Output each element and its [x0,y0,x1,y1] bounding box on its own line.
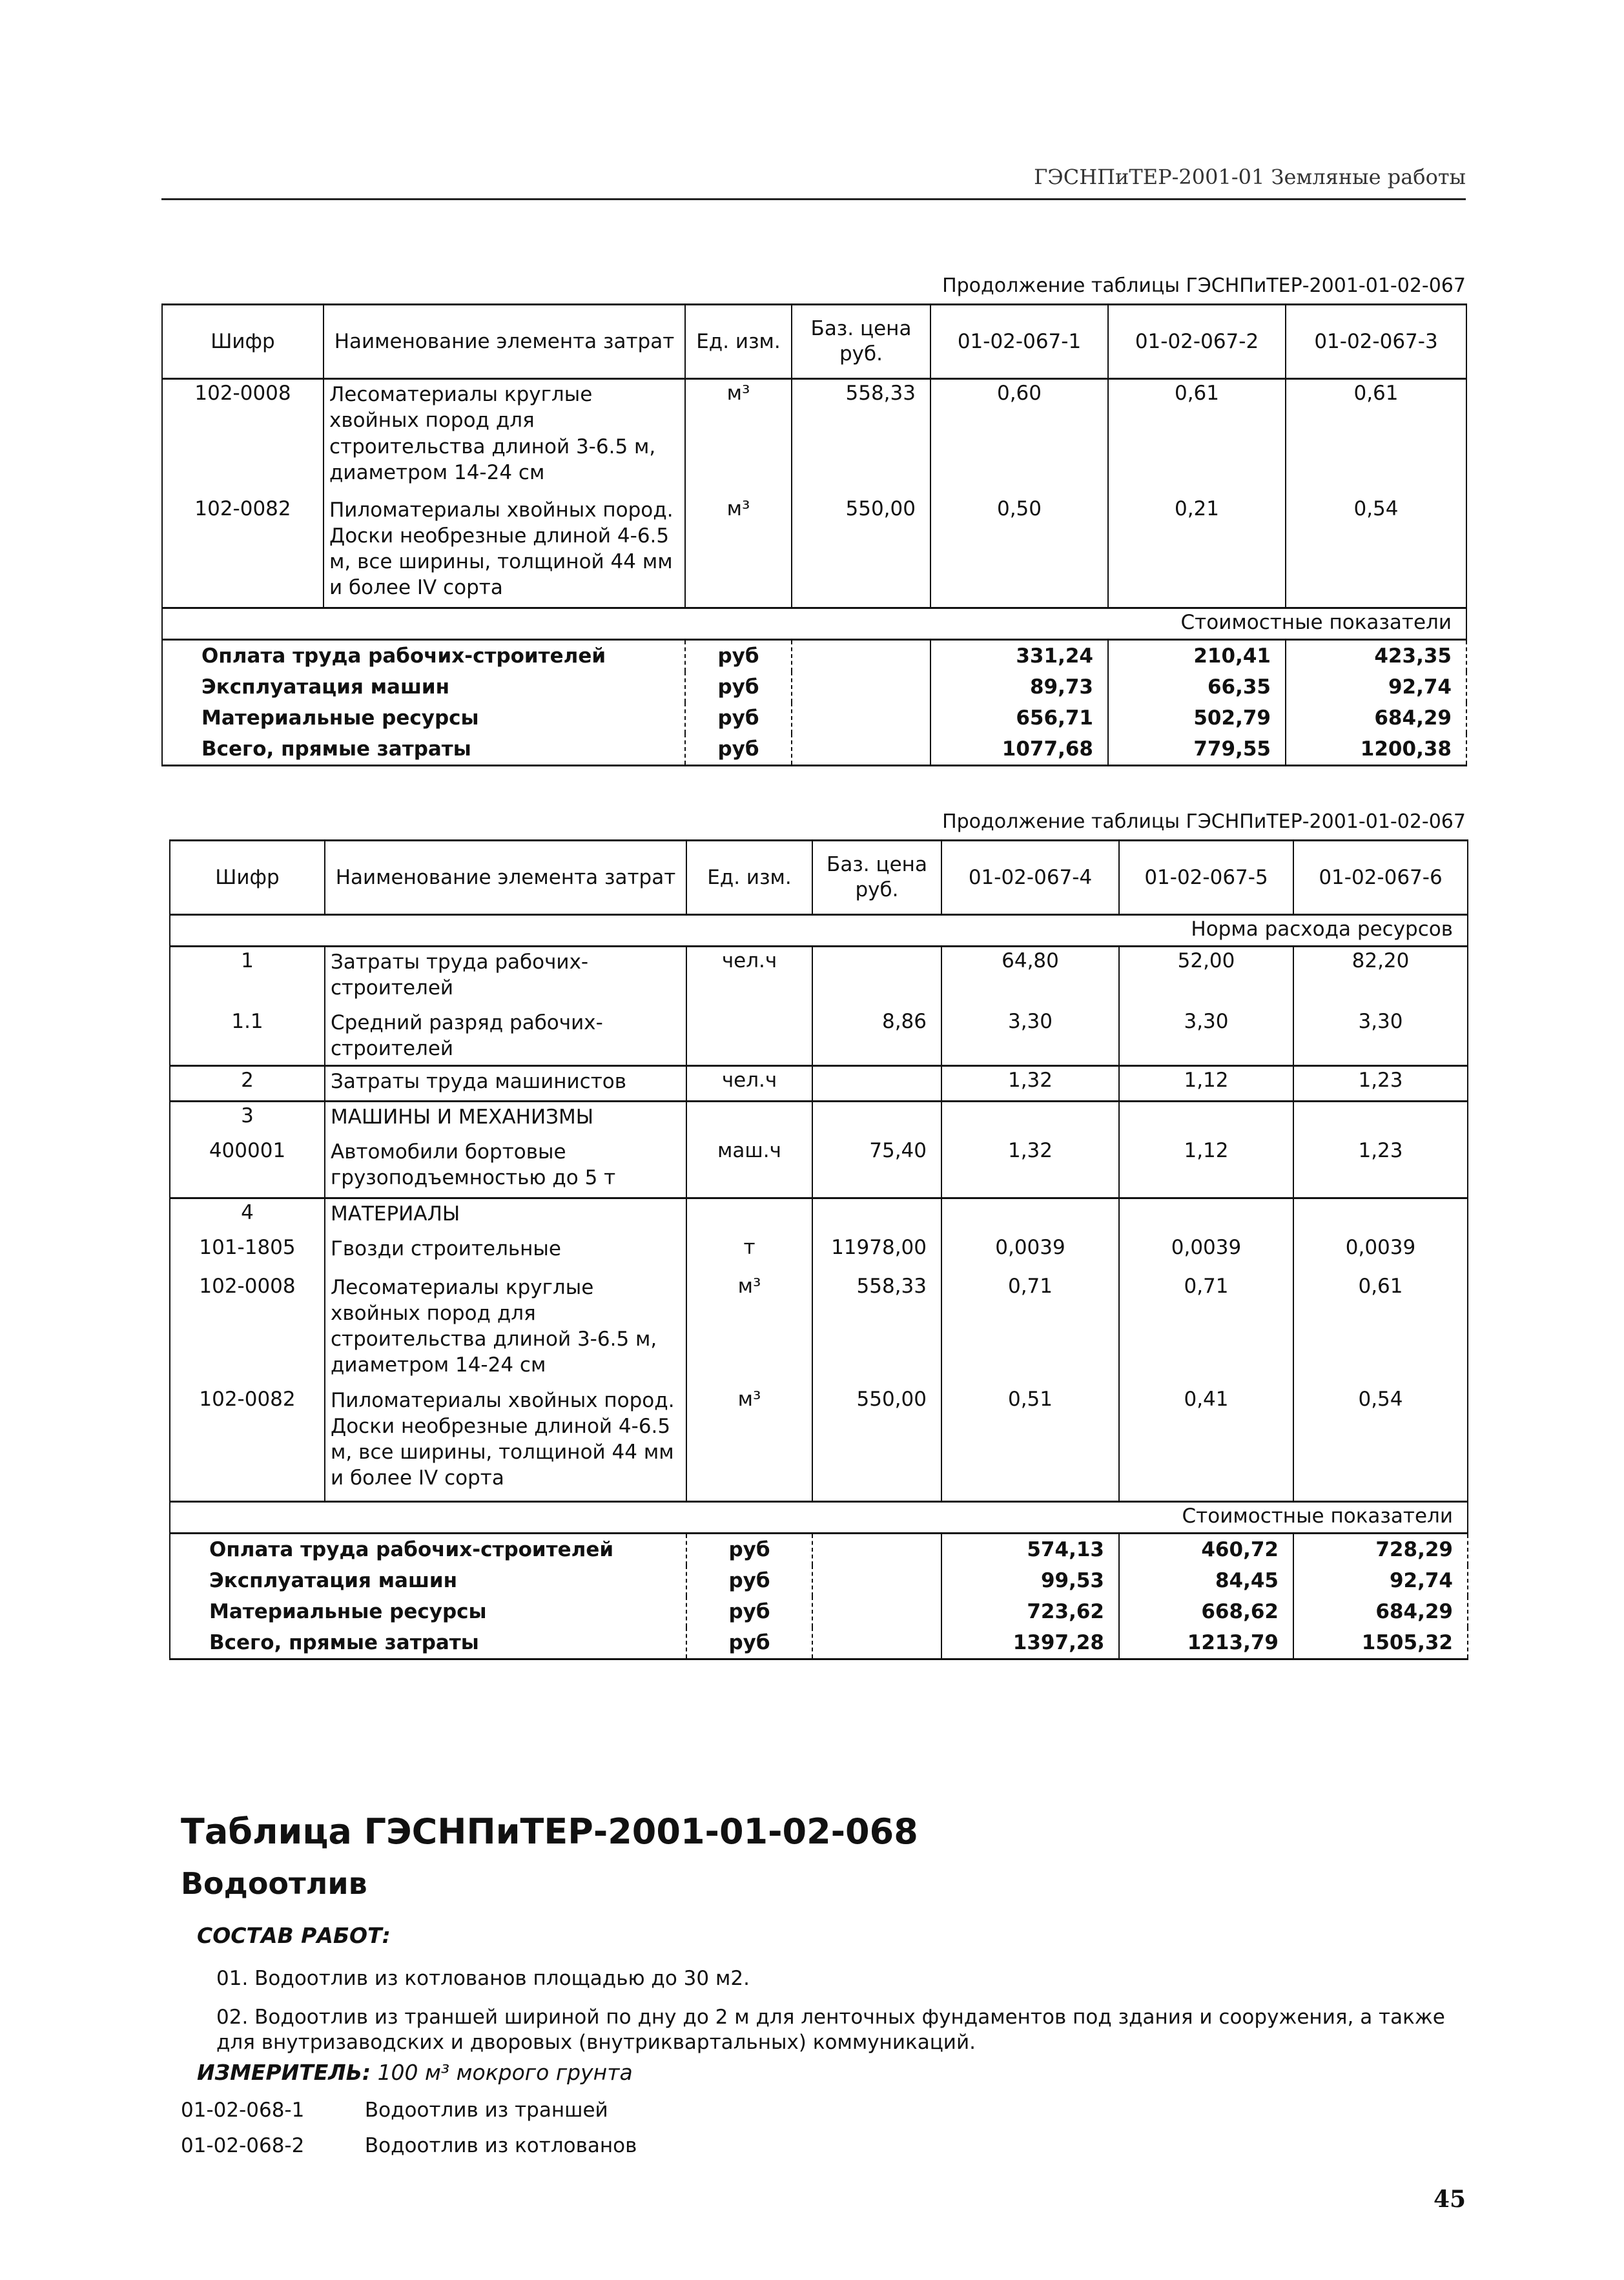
table-row [162,672,1466,703]
summary-v2: 1213,79 [1119,1627,1293,1659]
row-v3: 82,20 [1293,947,1468,1008]
row-v1: 1,32 [941,1137,1119,1198]
row-code: 102-0008 [162,379,324,495]
row-name: Пиломатериалы хвойных пород. Доски необрезные длиной 4-6.5 м, все ширины, толщиной 44 мм и более IV сорта [324,495,685,608]
row-v1: 0,50 [930,495,1108,608]
row-code: 102-0082 [162,495,324,608]
row-v2: 0,0039 [1119,1234,1293,1273]
row-v1: 0,71 [941,1273,1119,1386]
table-row [162,379,1466,495]
row-code: 102-0082 [170,1386,325,1502]
row-price: 75,40 [812,1137,941,1198]
summary-v3: 423,35 [1286,640,1466,672]
summary-v3: 1200,38 [1286,734,1466,766]
summary-price-empty [792,672,930,703]
table1-continuation-label: Продолжение таблицы ГЭСНПиТЕР-2001-01-02-067 [942,274,1466,297]
summary-label: Материальные ресурсы [162,703,685,734]
summary-unit: руб [685,734,792,766]
row-v1 [941,1198,1119,1234]
summary-v3: 684,29 [1293,1596,1468,1627]
row-code: 1 [170,947,325,1008]
table2-header-code: Шифр [170,841,325,915]
measure-value: 100 м³ мокрого грунта [377,2060,633,2085]
summary-v3: 684,29 [1286,703,1466,734]
table2-header-unit: Ед. изм. [686,841,812,915]
row-v2: 52,00 [1119,947,1293,1008]
row-name: Автомобили бортовые грузоподъемностью до 5 т [325,1137,686,1198]
row-v2: 1,12 [1119,1066,1293,1102]
work-item: 02. Водоотлив из траншей шириной по дну до 2 м для ленточных фундаментов под здания и сооружения, а также для внутризаводских и дворовых (внутриквартальных) коммуникаций. [216,2006,1445,2054]
measure-line [197,2060,633,2085]
row-v2: 3,30 [1119,1008,1293,1066]
table-row [170,1534,1468,1566]
row-v1: 64,80 [941,947,1119,1008]
table2-norm-label: Норма расхода ресурсов [170,915,1468,947]
summary-unit: руб [686,1627,812,1659]
row-v3: 0,54 [1286,495,1466,608]
row-v2 [1119,1102,1293,1137]
table1-band-label: Стоимостные показатели [162,608,1466,640]
row-unit: чел.ч [686,947,812,1008]
summary-v1: 99,53 [941,1565,1119,1596]
table-row [170,1565,1468,1596]
summary-v3: 92,74 [1293,1565,1468,1596]
row-v3 [1293,1198,1468,1234]
row-v2: 0,71 [1119,1273,1293,1386]
row-v3: 0,54 [1293,1386,1468,1502]
row-unit: м³ [685,495,792,608]
row-v1: 1,32 [941,1066,1119,1102]
row-price: 558,33 [812,1273,941,1386]
row-v1: 0,0039 [941,1234,1119,1273]
summary-v1: 331,24 [930,640,1108,672]
row-code: 3 [170,1102,325,1137]
table1 [161,303,1467,766]
summary-label: Всего, прямые затраты [170,1627,686,1659]
row-v3: 0,0039 [1293,1234,1468,1273]
summary-v3: 1505,32 [1293,1627,1468,1659]
summary-v1: 1077,68 [930,734,1108,766]
table-row [170,1596,1468,1627]
table-row [170,1386,1468,1502]
summary-label: Оплата труда рабочих-строителей [170,1534,686,1566]
row-v1: 0,51 [941,1386,1119,1502]
summary-v1: 1397,28 [941,1627,1119,1659]
summary-v2: 779,55 [1108,734,1286,766]
summary-v1: 656,71 [930,703,1108,734]
summary-price-empty [812,1627,941,1659]
row-price: 11978,00 [812,1234,941,1273]
row-name: Пиломатериалы хвойных пород. Доски необрезные длиной 4-6.5 м, все ширины, толщиной 44 мм и более IV сорта [325,1386,686,1502]
summary-v1: 723,62 [941,1596,1119,1627]
running-header: ГЭСНПиТЕР-2001-01 Земляные работы [1034,165,1466,189]
row-price [812,947,941,1008]
code-description: Водоотлив из траншей [364,2099,608,2122]
table-row [170,1066,1468,1102]
row-v1 [941,1102,1119,1137]
code-description: Водоотлив из котлованов [364,2134,637,2157]
row-price: 550,00 [812,1386,941,1502]
summary-v2: 502,79 [1108,703,1286,734]
row-unit: м³ [685,379,792,495]
summary-price-empty [812,1565,941,1596]
row-v3: 0,61 [1293,1273,1468,1386]
summary-price-empty [792,703,930,734]
summary-unit: руб [685,640,792,672]
table-row [162,495,1466,608]
summary-price-empty [792,734,930,766]
row-price [812,1198,941,1234]
summary-unit: руб [686,1534,812,1566]
row-v2: 0,41 [1119,1386,1293,1502]
summary-price-empty [812,1534,941,1566]
table-row [162,703,1466,734]
section-subtitle: Водоотлив [181,1866,367,1901]
table-row [170,1234,1468,1273]
table2-continuation-label: Продолжение таблицы ГЭСНПиТЕР-2001-01-02-067 [942,810,1466,833]
work-item: 01. Водоотлив из котлованов площадью до 30 м2. [216,1967,750,1990]
summary-v2: 668,62 [1119,1596,1293,1627]
table2-header-c1: 01-02-067-4 [941,841,1119,915]
table2-header-price: Баз. цена руб. [812,841,941,915]
row-unit: т [686,1234,812,1273]
summary-label: Эксплуатация машин [170,1565,686,1596]
summary-label: Всего, прямые затраты [162,734,685,766]
measure-label: ИЗМЕРИТЕЛЬ: [197,2060,371,2085]
row-code: 2 [170,1066,325,1102]
summary-label: Материальные ресурсы [170,1596,686,1627]
row-code: 4 [170,1198,325,1234]
row-v3: 3,30 [1293,1008,1468,1066]
row-v3: 1,23 [1293,1066,1468,1102]
row-unit: чел.ч [686,1066,812,1102]
table2-header-name: Наименование элемента затрат [325,841,686,915]
row-code: 1.1 [170,1008,325,1066]
table-row [170,1102,1468,1137]
summary-v2: 84,45 [1119,1565,1293,1596]
summary-v2: 460,72 [1119,1534,1293,1566]
row-v2: 1,12 [1119,1137,1293,1198]
summary-unit: руб [686,1596,812,1627]
table2 [169,839,1468,1660]
row-unit: маш.ч [686,1137,812,1198]
row-unit: м³ [686,1386,812,1502]
summary-v2: 66,35 [1108,672,1286,703]
table-row [170,1273,1468,1386]
row-code: 101-1805 [170,1234,325,1273]
table1-header-code: Шифр [162,305,324,379]
table1-header-unit: Ед. изм. [685,305,792,379]
row-code: 400001 [170,1137,325,1198]
row-unit: м³ [686,1273,812,1386]
summary-label: Эксплуатация машин [162,672,685,703]
table1-header-price: Баз. цена руб. [792,305,930,379]
summary-price-empty [792,640,930,672]
row-price [812,1066,941,1102]
summary-v1: 89,73 [930,672,1108,703]
row-v3: 1,23 [1293,1137,1468,1198]
table2-header-c3: 01-02-067-6 [1293,841,1468,915]
row-unit [686,1198,812,1234]
row-price: 550,00 [792,495,930,608]
row-code: 102-0008 [170,1273,325,1386]
row-name: Гвозди строительные [325,1234,686,1273]
row-unit [686,1102,812,1137]
row-name: Лесоматериалы круглые хвойных пород для строительства длиной 3-6.5 м, диаметром 14-24 см [325,1273,686,1386]
row-name: МАШИНЫ И МЕХАНИЗМЫ [325,1102,686,1137]
row-name: Лесоматериалы круглые хвойных пород для строительства длиной 3-6.5 м, диаметром 14-24 см [324,379,685,495]
summary-unit: руб [685,672,792,703]
code-number: 01-02-068-2 [181,2134,305,2157]
row-v3: 0,61 [1286,379,1466,495]
row-price: 8,86 [812,1008,941,1066]
row-v1: 3,30 [941,1008,1119,1066]
table1-header-c1: 01-02-067-1 [930,305,1108,379]
row-price: 558,33 [792,379,930,495]
summary-v1: 574,13 [941,1534,1119,1566]
row-v2 [1119,1198,1293,1234]
row-name: Средний разряд рабочих-строителей [325,1008,686,1066]
summary-v3: 728,29 [1293,1534,1468,1566]
page-number: 45 [1434,2186,1466,2213]
summary-v2: 210,41 [1108,640,1286,672]
section-title: Таблица ГЭСНПиТЕР-2001-01-02-068 [181,1811,918,1852]
table1-header-name: Наименование элемента затрат [324,305,685,379]
composition-heading: СОСТАВ РАБОТ: [197,1923,391,1948]
row-name: Затраты труда машинистов [325,1066,686,1102]
table-row [162,640,1466,672]
summary-unit: руб [686,1565,812,1596]
table1-header-c2: 01-02-067-2 [1108,305,1286,379]
summary-v3: 92,74 [1286,672,1466,703]
table-row [162,734,1466,766]
code-number: 01-02-068-1 [181,2099,305,2122]
list-item [181,2134,637,2157]
list-item [181,2099,608,2122]
row-v2: 0,21 [1108,495,1286,608]
summary-label: Оплата труда рабочих-строителей [162,640,685,672]
row-unit [686,1008,812,1066]
row-price [812,1102,941,1137]
table-row [170,1198,1468,1234]
row-name: Затраты труда рабочих-строителей [325,947,686,1008]
summary-price-empty [812,1596,941,1627]
row-v3 [1293,1102,1468,1137]
table1-header-c3: 01-02-067-3 [1286,305,1466,379]
row-name: МАТЕРИАЛЫ [325,1198,686,1234]
row-v2: 0,61 [1108,379,1286,495]
table-row [170,947,1468,1008]
row-v1: 0,60 [930,379,1108,495]
table2-band-label: Стоимостные показатели [170,1502,1468,1534]
table-row [170,1008,1468,1066]
table2-header-c2: 01-02-067-5 [1119,841,1293,915]
table-row [170,1137,1468,1198]
table-row [170,1627,1468,1659]
header-rule [161,198,1466,200]
summary-unit: руб [685,703,792,734]
